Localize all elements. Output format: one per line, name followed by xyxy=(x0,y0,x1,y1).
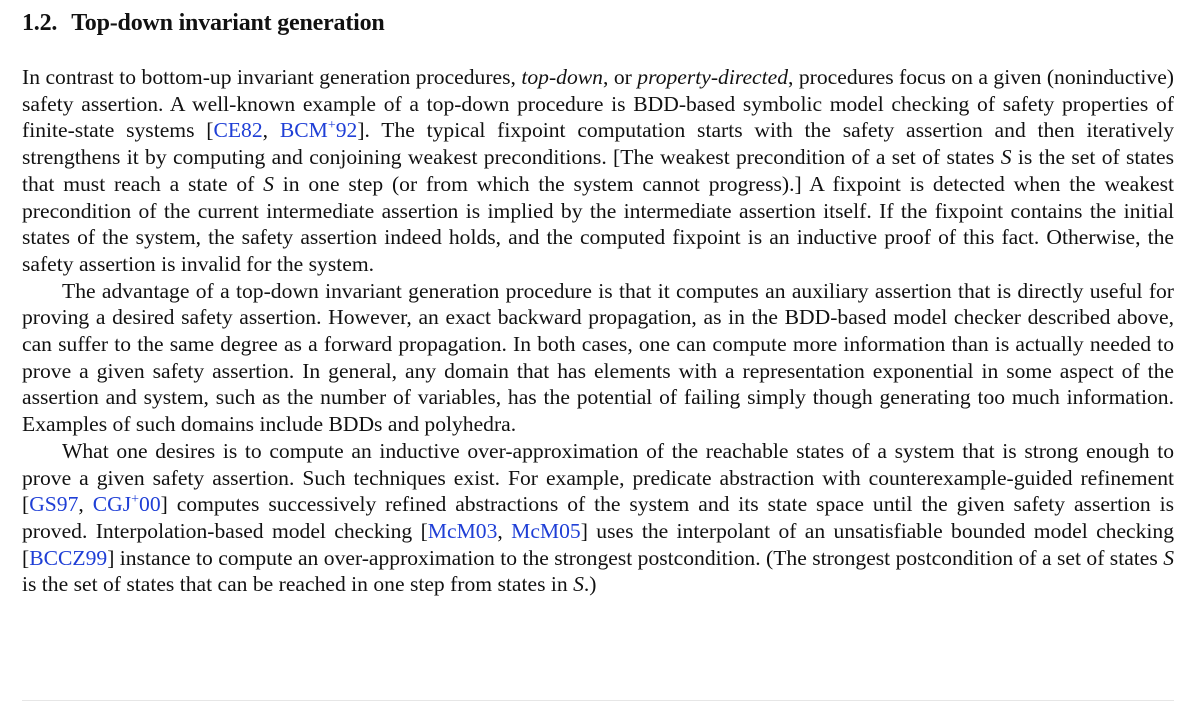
math-variable: S xyxy=(573,572,584,597)
section-heading xyxy=(22,8,1174,38)
paragraph-3: What one desires is to compute an inductive over-approximation of the reachable states of a system that is strong enough to prove a given safety assertion. Such techniques exist. For example, predicate abstraction with counterexample-guided refinement [GS97, CGJ+00] computes successively refined abstractions of the system and its state space until the given safety assertion is proved. Interpolation-based model checking [McM03, McM05] uses the interpolant of an unsatisfiable bounded model checking [BCCZ99] instance to compute an over-approximation to the strongest postcondition. (The strongest postcondition of a set of states S is the set of states that can be reached in one step from states in S.) xyxy=(22,438,1175,597)
math-variable: S xyxy=(263,171,274,196)
citation-link[interactable]: BCM+92 xyxy=(279,118,358,143)
bottom-divider xyxy=(22,700,1174,701)
document-page xyxy=(22,8,1174,598)
paragraph-1: In contrast to bottom-up invariant generation procedures, top-down, or property-directed, procedures focus on a given (noninductive) safety assertion. A well-known example of a top-down procedure is BDD-based symbolic model checking of safety properties of finite-state systems [CE82, BCM+92]. The typical fixpoint computation starts with the safety assertion and then iteratively strengthens it by computing and conjoining weakest preconditions. [The weakest precondition of a set of states S is the set of states that must reach a state of S in one step (or from which the system cannot progress).] A fixpoint is detected when the weakest precondition of the current intermediate assertion is implied by the intermediate assertion itself. If the fixpoint contains the initial states of the system, the safety assertion indeed holds, and the computed fixpoint is an inductive proof of this fact. Otherwise, the safety assertion is invalid for the system. xyxy=(22,65,1174,276)
emphasis-text: property-directed xyxy=(637,65,788,89)
citation-link[interactable]: McM05 xyxy=(511,518,581,543)
paragraph-2: The advantage of a top-down invariant generation procedure is that it computes an auxiliary assertion that is directly useful for proving a desired safety assertion. However, an exact backward propagation, as in the BDD-based model checker described above, can suffer to the same degree as a forward propagation. In both cases, one can compute more information than is actually needed to prove a given safety assertion. In general, any domain that has elements with a representation exponential in some aspect of the assertion and system, such as the number of variables, has the potential of failing simply though generating too much information. Examples of such domains include BDDs and polyhedra. xyxy=(22,278,1174,437)
citation-link[interactable]: CGJ+00 xyxy=(92,492,161,517)
citation-link[interactable]: GS97 xyxy=(29,492,79,517)
emphasis-text: top-down xyxy=(521,65,603,89)
section-title: Top-down invariant generation xyxy=(71,10,385,36)
citation-link[interactable]: CE82 xyxy=(213,118,263,143)
section-number: 1.2. xyxy=(22,10,58,36)
citation-link[interactable]: McM03 xyxy=(427,518,498,543)
citation-link[interactable]: BCCZ99 xyxy=(29,545,108,570)
math-variable: S xyxy=(1000,145,1012,170)
math-variable: S xyxy=(1163,545,1174,570)
